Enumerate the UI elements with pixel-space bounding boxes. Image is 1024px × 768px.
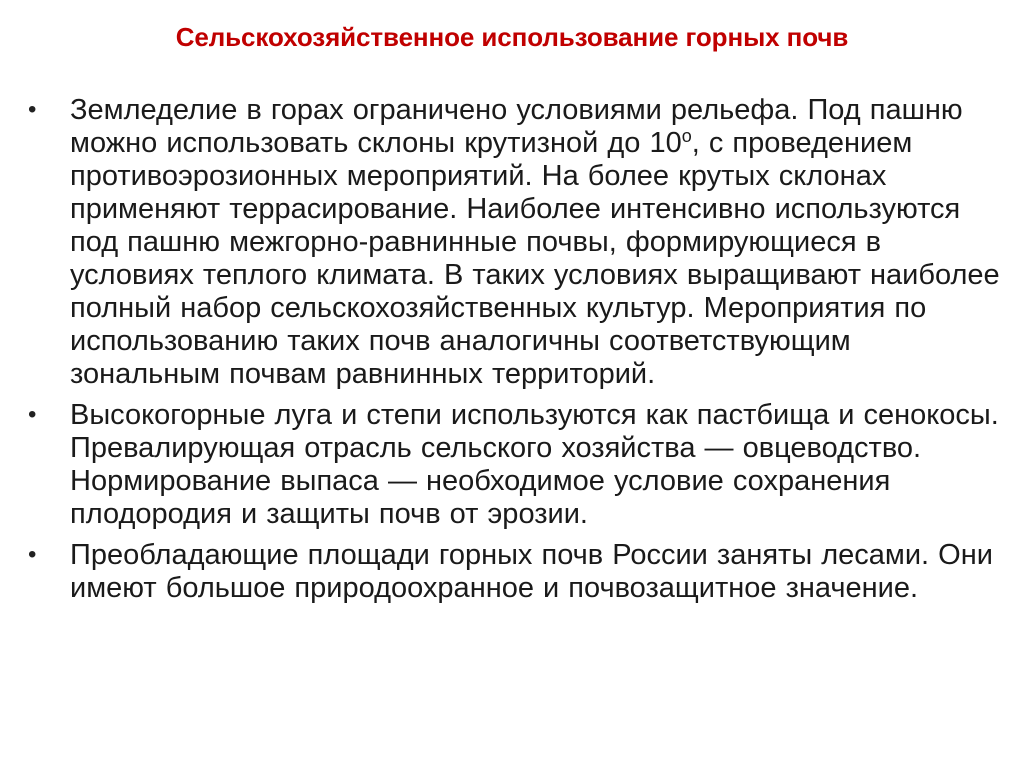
bullet-dot-icon: • xyxy=(28,401,37,428)
bullet-item-pastures xyxy=(28,399,1008,531)
degree-superscript: о xyxy=(681,126,692,146)
bullet-text-farming xyxy=(70,94,1008,391)
slide-title: Сельскохозяйственное использование горных почв xyxy=(175,22,849,52)
bullet-dot-icon: • xyxy=(28,96,37,123)
bullet-text-farming-part2: , с проведением противоэрозионных мероприятий. На более крутых склонах применяют террасирование. Наиболее интенсивно используются под пашню межгорно-равнинные почвы, формирующиеся в условиях теплого климата. В таких условиях выращивают наиболее полный набор сельскохозяйственных культур. Мероприятия по использованию таких почв аналогичны соответствующим зональным почвам равнинных территорий. xyxy=(70,127,1000,390)
bullet-item-farming xyxy=(28,94,1008,391)
bullet-text-forests: Преобладающие площади горных почв России заняты лесами. Они имеют большое природоохранное и почвозащитное значение. xyxy=(70,539,993,604)
bullet-dot-icon: • xyxy=(28,541,37,568)
bullet-item-forests xyxy=(28,539,1008,605)
bullet-list xyxy=(28,94,1008,613)
bullet-text-pastures: Высокогорные луга и степи используются как пастбища и сенокосы. Превалирующая отрасль сельского хозяйства — овцеводство. Нормирование выпаса — необходимое условие сохранения плодородия и защиты почв от эрозии. xyxy=(70,399,999,530)
bullet-text-farming-part1: Земледелие в горах ограничено условиями рельефа. Под пашню можно использовать склоны крутизной до 10 xyxy=(70,94,963,159)
